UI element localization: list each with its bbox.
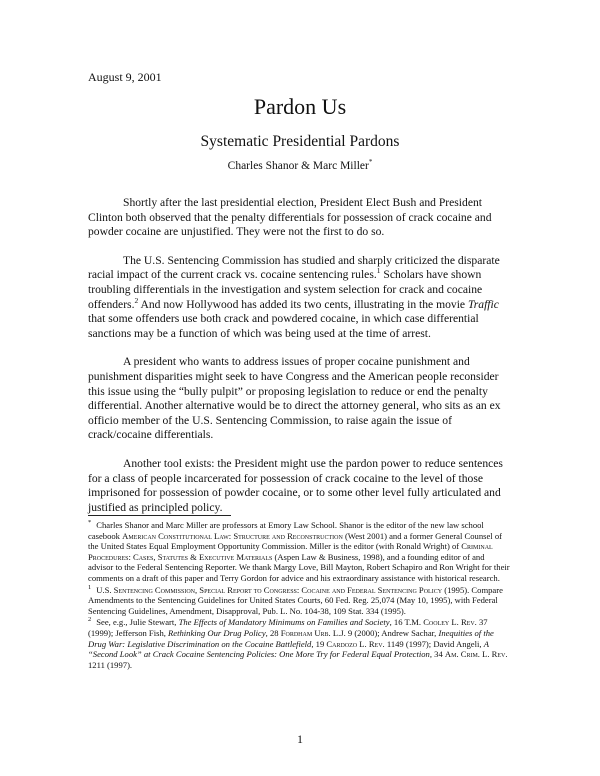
footnotes [88, 520, 510, 671]
page-number: 1 [297, 732, 303, 746]
footnote-star-text-c: (West 2001) and a former General Counsel of the United States Equal Employment Opportunity Commission. Miller is the editor (with Ronald Wright) of [88, 530, 502, 552]
document-subtitle: Systematic Presidential Pardons [200, 133, 400, 150]
footnote-2-mark: 2 [88, 616, 92, 624]
footnote-2-text-q: 1211 (1997). [88, 659, 133, 670]
document-date: August 9, 2001 [88, 70, 162, 84]
footnote-2-text-m: 1149 (1997); David Angeli, [384, 638, 484, 649]
footnote-1-mark: 1 [88, 583, 92, 591]
footnote-star-text-a: Charles Shanor and Marc Miller are professors at Emory Law School. Shanor is the editor of the new law school casebook [88, 520, 484, 541]
paragraph-2-part-d: that some offenders use both crack and powdered cocaine, in which case differential sanctions may be a function of which was being used at the time of arrest. [88, 312, 479, 340]
footnote-star-book-title-2: Criminal Procedures: Cases, Statutes & Executive Materials [88, 541, 493, 562]
paragraph-1: Shortly after the last presidential election, President Elect Bush and President Clinton both observed that the penalty differentials for possession of crack cocaine and powder cocaine are unjustified. They were not the first to do so. [88, 196, 492, 239]
footnote-2 [88, 617, 510, 670]
paragraph-3: A president who wants to address issues of proper cocaine punishment and punishment disparities might seek to have Congress and the American people reconsider this issue using the “bully pulpit” or proposing legislation to reduce or end the penalty differential. Another alternative would be to direct the attorney general, who sits as an ex officio member of the U.S. Sentencing Commission, to raise again the issue of crack/cocaine differentials. [88, 355, 501, 442]
footnote-1-text: (1995). Compare Amendments to the Sentencing Guidelines for United States Courts, 60 Fed. Reg. 25,074 (May 10, 1995), with Federal Sentencing Guidelines, Amendment, Disapproval, Pub. L. No. 104-38, 109 Stat. 334 (1995). [88, 584, 503, 616]
document-title: Pardon Us [253, 94, 347, 119]
paragraph-4: Another tool exists: the President might use the pardon power to reduce sentences for a class of people incarcerated for possession of crack cocaine to the level of those imprisoned for possession of powder cocaine, or to some other level fully articulated and justified as principled policy. [88, 456, 503, 514]
footnote-2-text-c: , 16 T.M. [389, 617, 424, 628]
footnote-2-text-g: , 28 [265, 627, 281, 638]
footnote-2-article-4: A “Second Look” at Crack Cocaine Sentencing Policies: One More Try for Federal Equal Protection [88, 638, 489, 660]
paragraph-2-part-c: And now Hollywood has added its two cents, illustrating in the movie [138, 297, 468, 311]
footnote-star-text-e: (Aspen Law & Business, 1998), and a founding editor of and advisor to the Federal Sentencing Reporter. We thank Margy Love, Bill Mayton, Robert Schapiro and Ron Wright for their comments on a draft of this paper and Terry Gordon for advice and his extraordinary assistance with historical research. [88, 551, 510, 583]
paragraph-2 [88, 254, 508, 342]
author-names: Charles Shanor & Marc Miller [227, 160, 369, 172]
author-line [0, 160, 600, 172]
footnote-star-book-title: American Constitutional Law: Structure and Reconstruction [122, 530, 343, 541]
footnote-2-journal-2: Fordham Urb. L.J. [280, 627, 346, 638]
footnote-2-journal-3: Cardozo L. Rev. [326, 638, 385, 649]
footnote-2-article-3: Inequities of the Drug War: Legislative Discrimination on the Cocaine Battlefield [88, 627, 494, 649]
footnote-2-text-a: See, e.g., Julie Stewart, [96, 617, 179, 628]
footnote-2-journal-1: Cooley L. Rev. [423, 617, 477, 628]
footnote-2-text-k: , 19 [311, 638, 327, 649]
footnote-1 [88, 585, 510, 617]
footnote-divider [88, 515, 231, 516]
body-text [88, 196, 508, 529]
paragraph-2-part-b: Scholars have shown troubling differentials in the investigation and system selection for crack and cocaine offenders. [88, 268, 483, 311]
footnote-2-article-1: The Effects of Mandatory Minimums on Families and Society [178, 617, 390, 628]
footnote-2-text-o: , 34 [429, 649, 445, 660]
footnote-1-report-title: U.S. Sentencing Commission, Special Report to Congress: Cocaine and Federal Sentencing Policy [96, 584, 443, 595]
footnote-2-text-i: 9 (2000); Andrew Sachar, [345, 627, 439, 638]
footnote-star [88, 520, 510, 584]
footnote-2-article-2: Rethinking Our Drug Policy [168, 627, 266, 638]
footnote-ref-2: 2 [134, 295, 139, 305]
footnote-star-mark: * [88, 519, 92, 527]
footnote-ref-1: 1 [376, 266, 381, 276]
paragraph-2-part-a: The U.S. Sentencing Commission has studied and sharply criticized the disparate racial impact of the current crack vs. cocaine sentencing rules. [88, 253, 500, 282]
footnote-2-journal-4: Am. Crim. L. Rev. [444, 649, 508, 660]
footnote-2-text-e: 37 (1999); Jefferson Fish, [88, 617, 488, 638]
movie-title: Traffic [467, 297, 499, 311]
author-footnote-mark: * [368, 158, 373, 167]
